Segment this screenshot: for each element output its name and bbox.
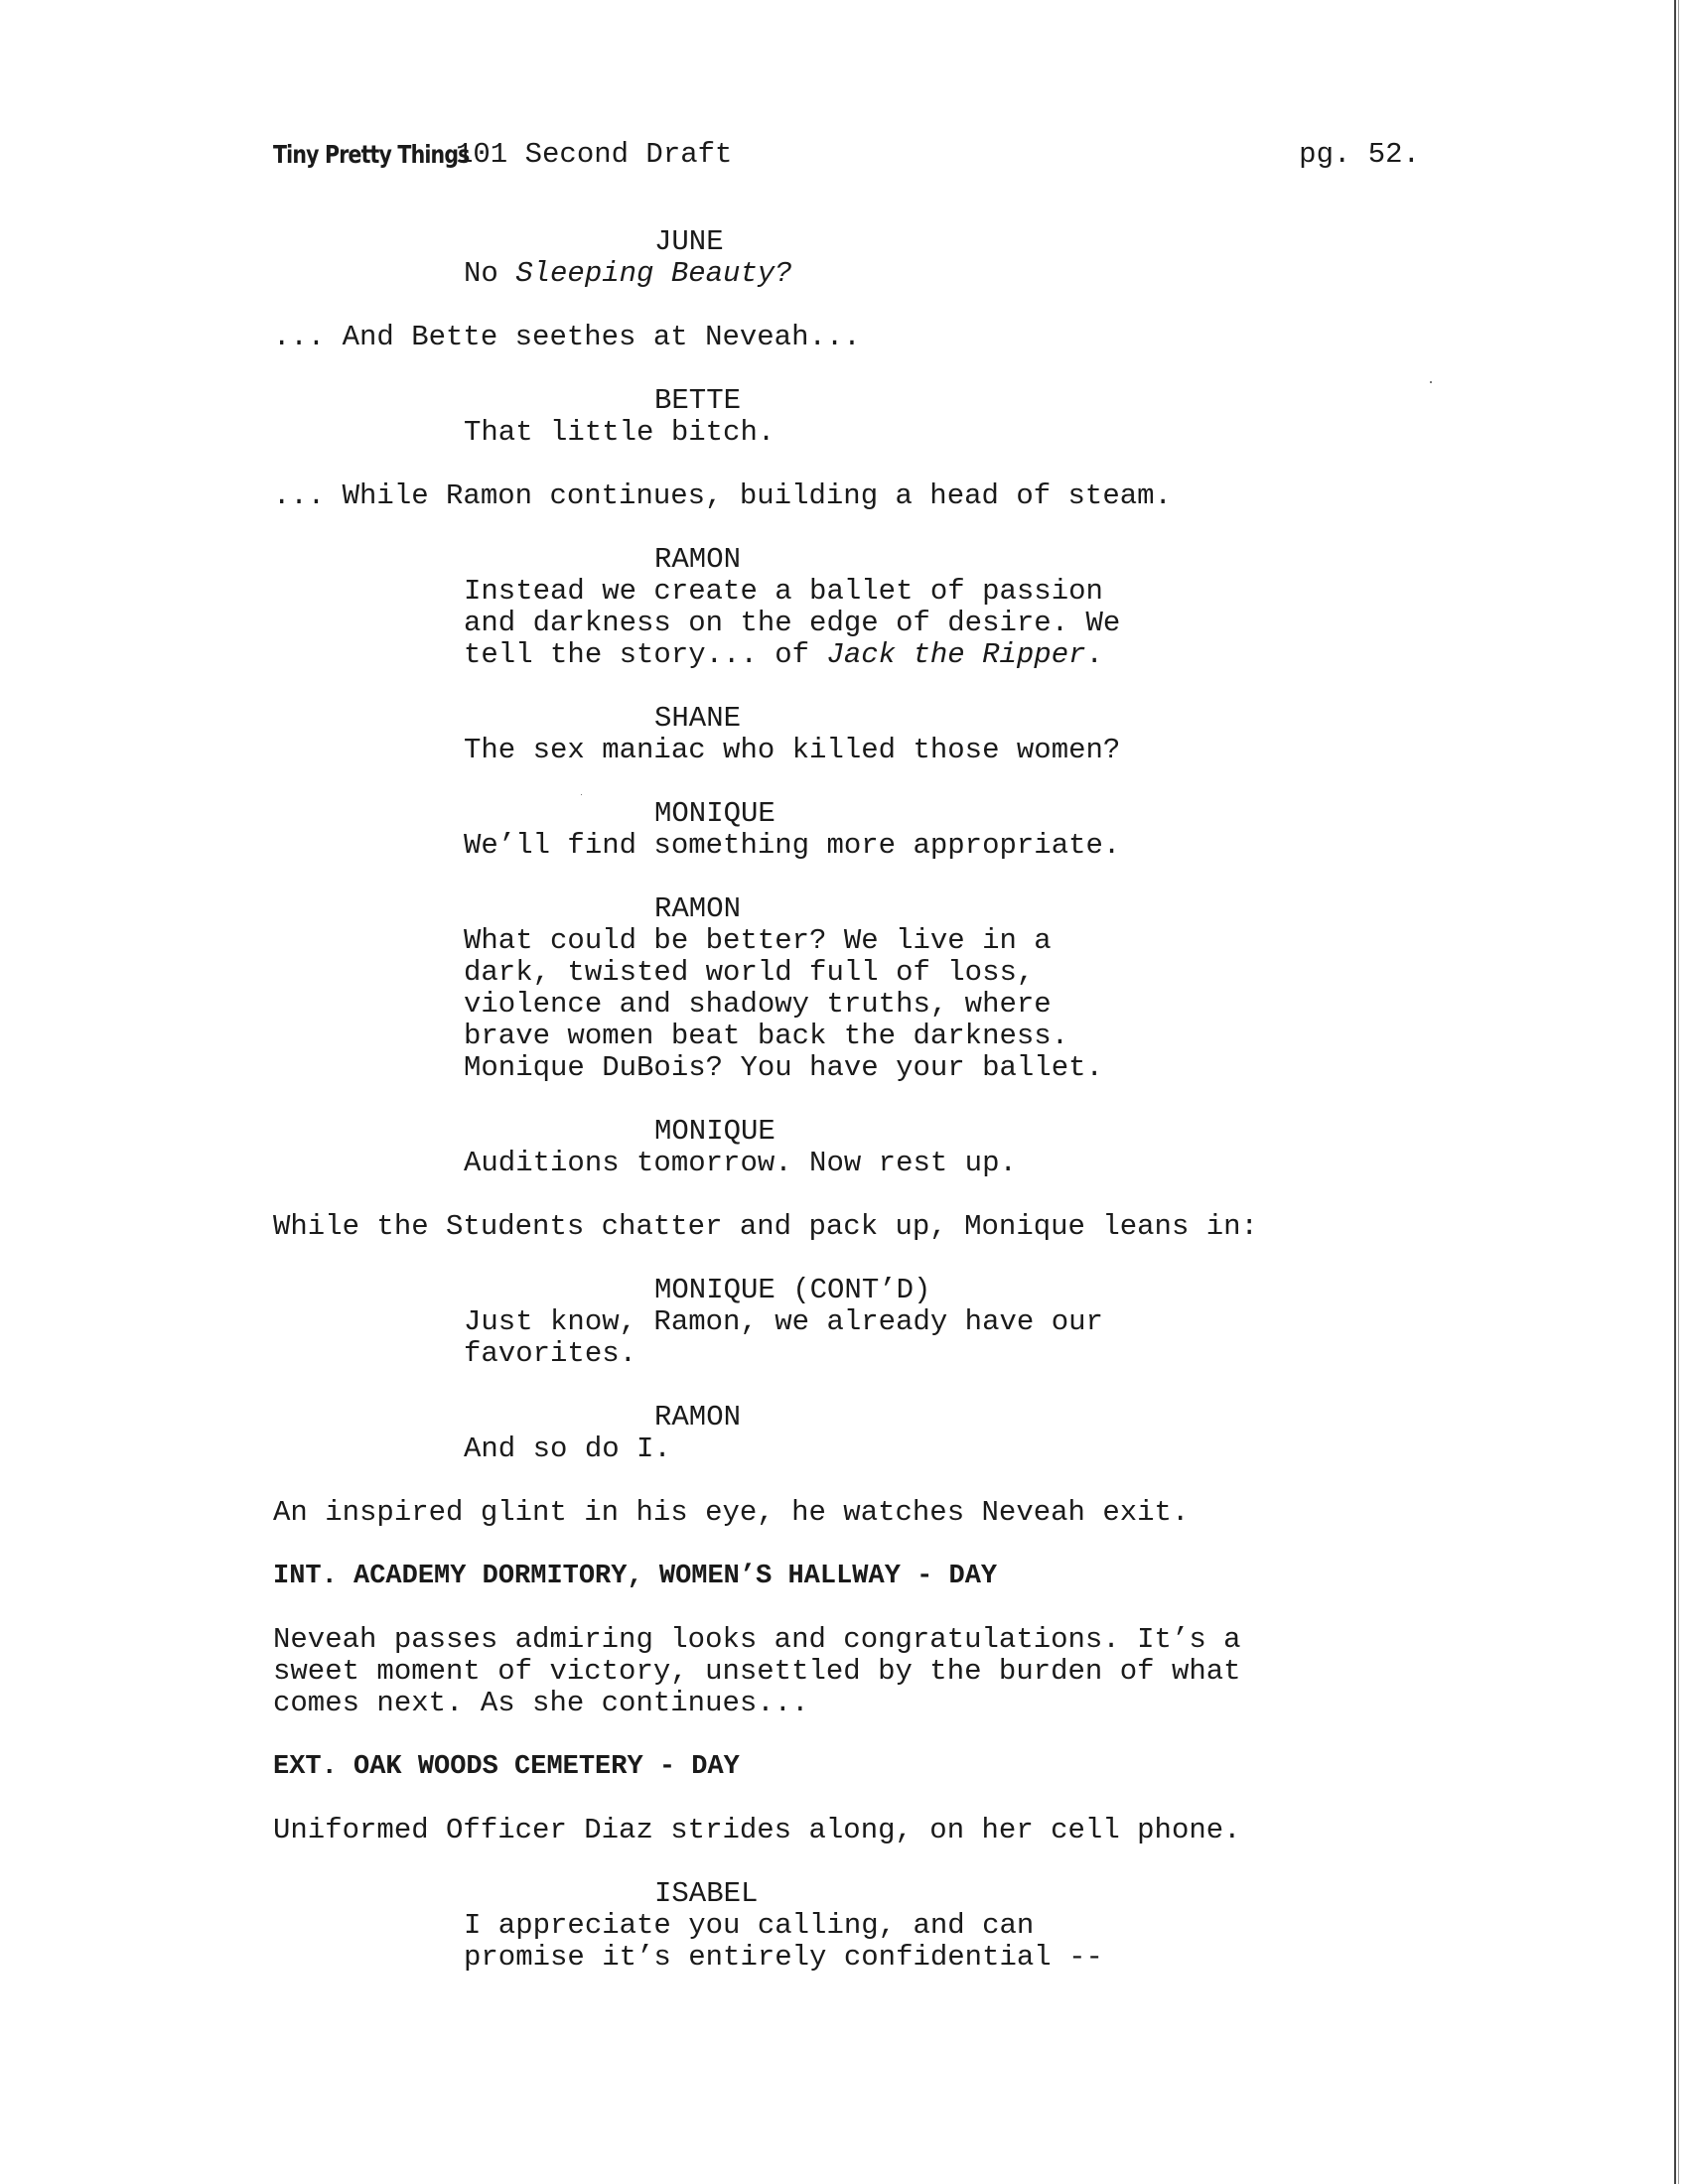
- dialogue-line: We’ll find something more appropriate.: [464, 829, 1121, 862]
- dialogue-line: And so do I.: [464, 1433, 671, 1465]
- dialogue-line: Monique DuBois? You have your ballet.: [464, 1051, 1103, 1084]
- dialogue-line: favorites.: [464, 1337, 637, 1370]
- character-name: MONIQUE (CONT’D): [654, 1274, 931, 1306]
- character-name: JUNE: [654, 225, 724, 258]
- action-line: While the Students chatter and pack up, Monique leans in:: [273, 1210, 1258, 1243]
- dialogue-italic: Jack the Ripper: [826, 638, 1086, 671]
- dialogue-text: tell the story... of: [464, 638, 827, 671]
- character-name: BETTE: [654, 384, 742, 417]
- character-name: RAMON: [654, 892, 742, 925]
- scene-heading: INT. ACADEMY DORMITORY, WOMEN’S HALLWAY - DAY: [273, 1562, 998, 1591]
- dialogue-line: [464, 639, 1103, 671]
- dialogue-line: dark, twisted world full of loss,: [464, 956, 1035, 989]
- action-line: ... And Bette seethes at Neveah...: [273, 321, 861, 353]
- dialogue-line: The sex maniac who killed those women?: [464, 734, 1121, 766]
- dialogue-line: [464, 258, 792, 290]
- page-header: [273, 138, 1420, 178]
- action-line: Neveah passes admiring looks and congratulations. It’s a: [273, 1623, 1241, 1656]
- dialogue-line: I appreciate you calling, and can: [464, 1909, 1035, 1942]
- page-number: pg. 52.: [1299, 138, 1420, 171]
- dialogue-text: No: [464, 257, 516, 290]
- dialogue-line: Instead we create a ballet of passion: [464, 575, 1103, 608]
- character-name: RAMON: [654, 1401, 742, 1433]
- action-line: An inspired glint in his eye, he watches Neveah exit.: [273, 1496, 1190, 1529]
- scan-speck: [1430, 381, 1432, 383]
- dialogue-line: violence and shadowy truths, where: [464, 988, 1052, 1021]
- page-edge-line-shadow: [1678, 0, 1679, 2184]
- character-name: MONIQUE: [654, 1115, 775, 1148]
- character-name: RAMON: [654, 543, 742, 576]
- dialogue-line: That little bitch.: [464, 416, 775, 449]
- character-name: SHANE: [654, 702, 742, 735]
- scene-heading: EXT. OAK WOODS CEMETERY - DAY: [273, 1752, 740, 1782]
- action-line: ... While Ramon continues, building a head of steam.: [273, 479, 1172, 512]
- draft-label: 101 Second Draft: [456, 138, 733, 171]
- action-line: Uniformed Officer Diaz strides along, on her cell phone.: [273, 1814, 1241, 1846]
- dialogue-line: Auditions tomorrow. Now rest up.: [464, 1147, 1017, 1179]
- character-name: MONIQUE: [654, 797, 775, 830]
- page-edge-line: [1674, 0, 1676, 2184]
- show-title: Tiny Pretty Things: [273, 140, 470, 169]
- action-line: comes next. As she continues...: [273, 1687, 809, 1719]
- dialogue-line: promise it’s entirely confidential --: [464, 1941, 1103, 1974]
- dialogue-line: Just know, Ramon, we already have our: [464, 1305, 1103, 1338]
- action-line: sweet moment of victory, unsettled by the burden of what: [273, 1655, 1241, 1688]
- scan-speck: [581, 794, 582, 795]
- character-name: ISABEL: [654, 1877, 759, 1910]
- dialogue-line: and darkness on the edge of desire. We: [464, 607, 1121, 639]
- dialogue-text: .: [1085, 638, 1103, 671]
- dialogue-line: brave women beat back the darkness.: [464, 1020, 1069, 1052]
- dialogue-line: What could be better? We live in a: [464, 924, 1052, 957]
- dialogue-italic: Sleeping Beauty?: [515, 257, 792, 290]
